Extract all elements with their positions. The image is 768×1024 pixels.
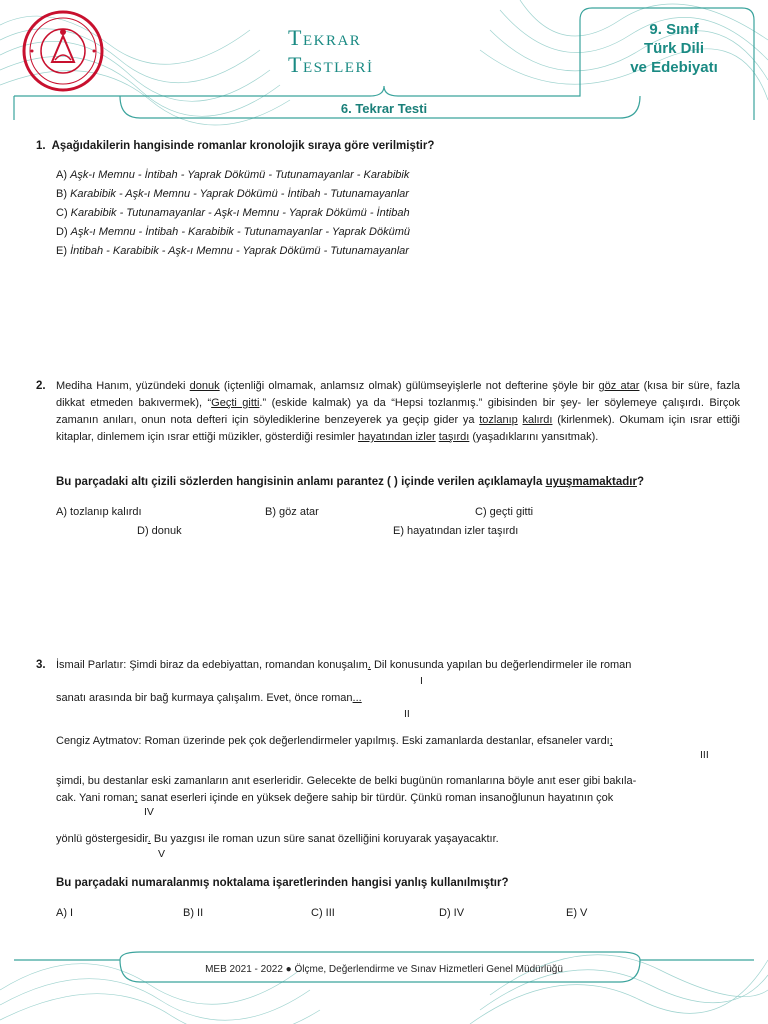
q3-line-6: yönlü göstergesidir. Bu yazgısı ile roman uzun süre sanat özelliğini koruyarak yaşayacaktır. — [56, 833, 499, 845]
q2-option-b[interactable]: B) göz atar — [265, 506, 319, 518]
q3-marker-1: I — [420, 675, 423, 687]
question-2-stem: Bu parçadaki altı çizili sözlerden hangisinin anlamı parantez ( ) içinde verilen açıklamayla uyuşmamaktadır? — [56, 476, 644, 488]
q3-marker-3: III — [700, 749, 709, 761]
test-title: 6. Tekrar Testi — [340, 101, 428, 116]
q3-line-3: Cengiz Aytmatov: Roman üzerinde pek çok değerlendirmeler yapılmış. Eski zamanlarda destanlar, efsaneler vardı; — [56, 735, 613, 747]
q3-marker-5: V — [158, 848, 166, 860]
q3-option-e[interactable]: E) V — [566, 907, 588, 919]
question-3-stem: Bu parçadaki numaralanmış noktalama işaretlerinden hangisi yanlış kullanılmıştır? — [56, 877, 509, 889]
q2-option-a[interactable]: A) tozlanıp kalırdı — [56, 506, 142, 518]
question-2-number: 2. — [36, 380, 46, 392]
q2-option-e[interactable]: E) hayatından izler taşırdı — [393, 525, 519, 537]
question-2-passage: Mediha Hanım, yüzündeki donuk (içtenliği olmamak, anlamsız olmak) gülümseyişlerle not defterine şöyle bir göz atar (kısa bir süre, fazla dikkat etmeden bakıvermek), “Geçti gitti.” (eskide kalmak) ya da “Hepsi tozlanmış.” gibisinden bir şey- ler söylemeye çalışırdı. Birçok zamanın anıları, onun nota defteri için söylediklerine benzeyerek ya geçip gider ya tozlanıp kalırdı (kirlenmek). Okumam için ısrar ettiği kitaplar, dinlemem için ısrar ettiği müzikler, gösterdiği resimler hayatından izler taşırdı (yaşadıklarını yansıtmak). — [56, 380, 741, 443]
grade-subject-box — [606, 20, 742, 77]
q3-option-a[interactable]: A) I — [56, 907, 74, 919]
question-1-options — [56, 166, 716, 261]
option-a[interactable]: A) Aşk-ı Memnu - İntibah - Yaprak Dökümü - Tutunamayanlar - Karabibik — [56, 169, 410, 181]
grade-label: 9. Sınıf — [649, 21, 699, 38]
option-c[interactable]: C) Karabibik - Tutunamayanlar - Aşk-ı Memnu - Yaprak Dökümü - İntibah — [56, 207, 410, 219]
footer-text: MEB 2021 - 2022 ● Ölçme, Değerlendirme ve Sınav Hizmetleri Genel Müdürlüğü — [205, 964, 563, 975]
meb-seal-logo — [22, 10, 104, 92]
option-e[interactable]: E) İntibah - Karabibik - Aşk-ı Memnu - Yaprak Dökümü - Tutunamayanlar — [56, 245, 409, 257]
q3-line-2: sanatı arasında bir bağ kurmaya çalışalım. Evet, önce roman... — [56, 692, 362, 704]
q3-marker-4: IV — [144, 806, 154, 818]
q3-line-5: cak. Yani roman; sanat eserleri içinde en yüksek değere sahip bir türdür. Çünkü roman insanoğlunun hayatının çok — [56, 792, 614, 804]
question-3-number: 3. — [36, 659, 46, 671]
brand-title: TEKRAR TESTLERİ — [288, 25, 374, 77]
q3-option-b[interactable]: B) II — [183, 907, 204, 919]
q3-option-d[interactable]: D) IV — [439, 907, 465, 919]
question-1-stem: 1. Aşağıdakilerin hangisinde romanlar kronolojik sıraya göre verilmiştir? — [36, 140, 435, 152]
option-d[interactable]: D) Aşk-ı Memnu - İntibah - Karabibik - Tutunamayanlar - Yaprak Dökümü — [56, 226, 410, 238]
q3-marker-2: II — [404, 708, 410, 720]
q3-option-c[interactable]: C) III — [311, 907, 335, 919]
q2-option-d[interactable]: D) donuk — [137, 525, 182, 537]
q3-line-1: İsmail Parlatır: Şimdi biraz da edebiyattan, romandan konuşalım. Dil konusunda yapılan bu değerlendirmeler ile roman — [56, 659, 632, 671]
q3-line-4: şimdi, bu destanlar eski zamanların anıt eserleridir. Gelecekte de belki bugünün romanlarına böyle anıt eser gibi bakıla- — [56, 775, 637, 787]
q2-option-c[interactable]: C) geçti gitti — [475, 506, 534, 518]
subject-line-1: Türk Dili — [643, 40, 704, 57]
option-b[interactable]: B) Karabibik - Aşk-ı Memnu - Yaprak Dökümü - İntibah - Tutunamayanlar — [56, 188, 409, 200]
subject-line-2: ve Edebiyatı — [630, 59, 718, 76]
